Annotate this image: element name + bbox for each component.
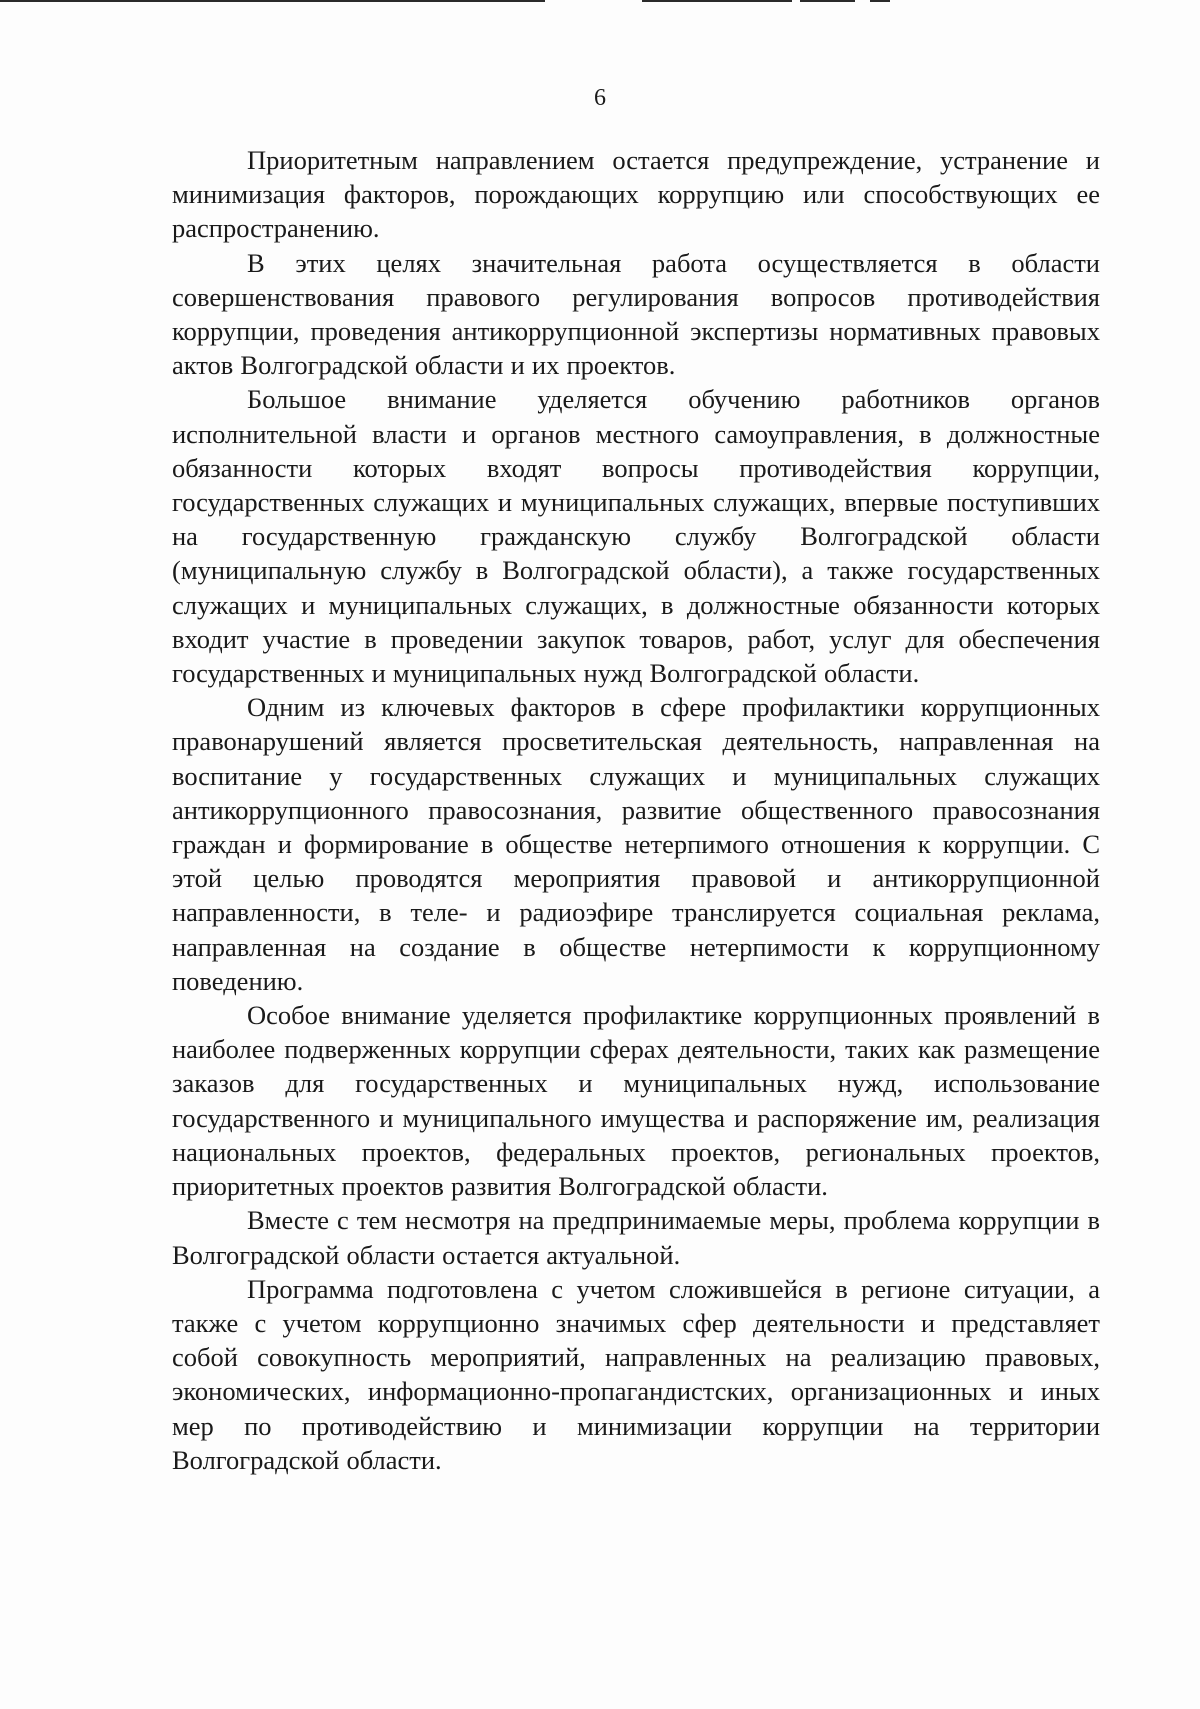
paragraph: Одним из ключевых факторов в сфере профилактики коррупционных правонарушений является просветительская деятельность, направленная на воспитание у государственных служащих и муниципальных служащих антикоррупционного правосознания, развитие общественного правосознания граждан и формирование в обществе нетерпимого отношения к коррупции. С этой целью проводятся мероприятия правовой и антикоррупционной направленности, в теле- и радиоэфире транслируется социальная реклама, направленная на создание в обществе нетерпимости к коррупционному поведению. xyxy=(172,692,1100,996)
paragraph: Вместе с тем несмотря на предпринимаемые меры, проблема коррупции в Волгоградской области остается актуальной. xyxy=(172,1205,1100,1270)
page-number: 6 xyxy=(594,85,606,111)
scan-edge-line xyxy=(800,0,855,2)
scan-edge-line xyxy=(0,0,545,2)
scan-edge-line xyxy=(870,0,890,2)
scan-edge-line xyxy=(642,0,792,2)
paragraph: Особое внимание уделяется профилактике коррупционных проявлений в наиболее подверженных коррупции сферах деятельности, таких как размещение заказов для государственных и муниципальных нужд, использование государственного и муниципального имущества и распоряжение им, реализация национальных проектов, федеральных проектов, региональных проектов, приоритетных проектов развития Волгоградской области. xyxy=(172,1000,1100,1202)
paragraph: В этих целях значительная работа осуществляется в области совершенствования правового регулирования вопросов противодействия коррупции, проведения антикоррупционной экспертизы нормативных правовых актов Волгоградской области и их проектов. xyxy=(172,247,1100,381)
document-body xyxy=(172,143,1100,1477)
paragraph: Большое внимание уделяется обучению работников органов исполнительной власти и органов местного самоуправления, в должностные обязанности которых входят вопросы противодействия коррупции, государственных служащих и муниципальных служащих, впервые поступивших на государственную гражданскую службу Волгоградской области (муниципальную службу в Волгоградской области), а также государственных служащих и муниципальных служащих, в должностные обязанности которых входит участие в проведении закупок товаров, работ, услуг для обеспечения государственных и муниципальных нужд Волгоградской области. xyxy=(172,384,1100,689)
paragraph: Приоритетным направлением остается предупреждение, устранение и минимизация факторов, порождающих коррупцию или способствующих ее распространению. xyxy=(172,145,1100,244)
paragraph: Программа подготовлена с учетом сложившейся в регионе ситуации, а также с учетом коррупционно значимых сфер деятельности и представляет собой совокупность мероприятий, направленных на реализацию правовых, экономических, информационно-пропагандистских, организационных и иных мер по противодействию и минимизации коррупции на территории Волгоградской области. xyxy=(172,1273,1100,1475)
